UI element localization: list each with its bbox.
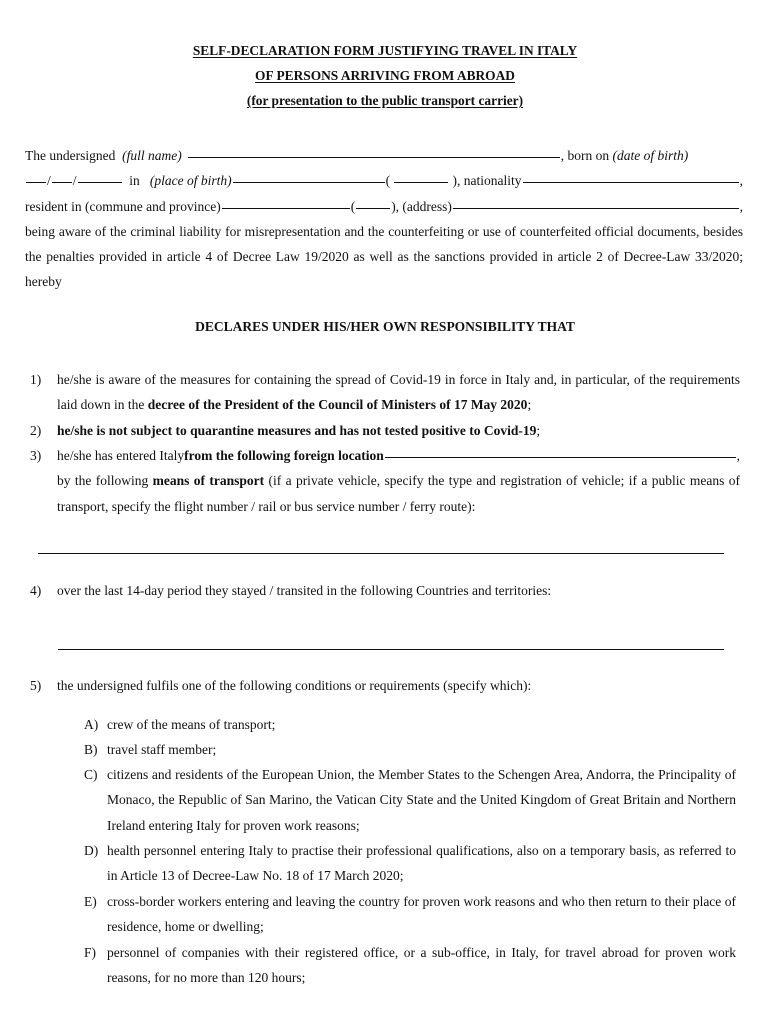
condition-text: health personnel entering Italy to practise their professional qualifications, also on a temporary basis, as referred to in Article 13 of Decree-Law No. 18 of 17 March 2020; bbox=[107, 843, 736, 884]
condition-letter: F) bbox=[84, 945, 97, 960]
condition-letter: E) bbox=[84, 894, 97, 909]
intro-line-birth: / / in (place of birth) ( ), nationality , bbox=[25, 168, 743, 193]
date-of-birth-label: (date of birth) bbox=[612, 148, 689, 163]
title-line-2: OF PERSONS ARRIVING FROM ABROAD bbox=[255, 68, 515, 83]
declaration-heading: DECLARES UNDER HIS/HER OWN RESPONSIBILITY THAT bbox=[195, 319, 575, 334]
condition-text: crew of the means of transport; bbox=[107, 717, 276, 732]
condition-letter: C) bbox=[84, 767, 98, 782]
declaration-item-4 bbox=[30, 578, 740, 603]
place-of-birth-field[interactable] bbox=[233, 168, 385, 183]
nationality-label: ), nationality bbox=[452, 173, 522, 189]
declaration-item-2 bbox=[30, 418, 740, 443]
full-name-field[interactable] bbox=[188, 143, 560, 158]
form-title bbox=[0, 38, 770, 113]
personal-details-section bbox=[25, 143, 743, 295]
address-field[interactable] bbox=[453, 194, 739, 209]
condition-item-b bbox=[84, 737, 736, 762]
condition-item-f bbox=[84, 940, 736, 991]
item-text: he/she is aware of the measures for containing the spread of Covid-19 in force in Italy and, in particular, of the requirements laid down in the decree of the President of the Council of Ministers of 17 May 2020; bbox=[57, 372, 740, 413]
residence-label: resident in (commune and province) bbox=[25, 198, 221, 214]
condition-text: citizens and residents of the European Union, the Member States to the Schengen Area, Andorra, the Principality of Monaco, the Republic of San Marino, the Vatican City State and the United Kingdom of Great Britain and Northern Ireland entering Italy for proven work reasons; bbox=[107, 767, 736, 833]
item-text: over the last 14-day period they stayed / transited in the following Countries and territories: bbox=[57, 583, 552, 598]
condition-item-c bbox=[84, 762, 736, 838]
birth-day-field[interactable] bbox=[26, 168, 46, 183]
birth-month-field[interactable] bbox=[52, 168, 72, 183]
title-line-3: (for presentation to the public transport carrier) bbox=[246, 93, 524, 108]
item-number: 5) bbox=[30, 678, 42, 693]
condition-text: personnel of companies with their registered office, or a sub-office, in Italy, for travel abroad for proven work reasons, for no more than 120 hours; bbox=[107, 945, 736, 986]
declaration-item-1 bbox=[30, 367, 740, 418]
declaration-item-3 bbox=[30, 443, 740, 519]
item-number: 1) bbox=[30, 372, 42, 387]
date-separator: / bbox=[72, 173, 77, 189]
nationality-field[interactable] bbox=[523, 168, 739, 183]
intro-line-name bbox=[25, 143, 743, 168]
item-text: he/she is not subject to quarantine measures and has not tested positive to Covid-19; bbox=[57, 423, 541, 438]
item-number: 4) bbox=[30, 583, 42, 598]
born-on-label: , born on bbox=[560, 148, 610, 163]
condition-item-e bbox=[84, 889, 736, 940]
condition-text: travel staff member; bbox=[107, 742, 217, 757]
item-text: the undersigned fulfils one of the following conditions or requirements (specify which): bbox=[57, 678, 532, 693]
birth-year-field[interactable] bbox=[78, 168, 122, 183]
item-text: he/she has entered Italy from the following foreign location , by the following means of transport (if a private vehicle, specify the type and registration of vehicle; if a public means of transport, specify the flight number / rail or bus service number / ferry route): bbox=[57, 443, 740, 519]
residence-province-field[interactable] bbox=[356, 194, 390, 209]
title-line-1: SELF-DECLARATION FORM JUSTIFYING TRAVEL IN ITALY bbox=[192, 43, 578, 58]
full-name-label: (full name) bbox=[122, 148, 182, 163]
declaration-item-5 bbox=[30, 673, 740, 698]
province-field[interactable] bbox=[394, 168, 448, 183]
condition-item-d bbox=[84, 838, 736, 889]
undersigned-label: The undersigned bbox=[25, 148, 116, 163]
date-separator: / bbox=[47, 173, 51, 189]
transport-details-field[interactable] bbox=[38, 553, 724, 554]
foreign-location-field[interactable] bbox=[385, 443, 736, 458]
countries-visited-field[interactable] bbox=[58, 649, 724, 650]
commune-field[interactable] bbox=[222, 194, 350, 209]
item-number: 3) bbox=[30, 448, 42, 463]
condition-text: cross-border workers entering and leaving the country for proven work reasons and who then return to their place of residence, home or dwelling; bbox=[107, 894, 736, 935]
item-number: 2) bbox=[30, 423, 42, 438]
in-label: in bbox=[129, 173, 140, 189]
place-of-birth-label: (place of birth) bbox=[149, 173, 232, 189]
liability-paragraph: being aware of the criminal liability for misrepresentation and the counterfeiting or use of counterfeited official documents, besides the penalties provided in article 4 of Decree Law 19/2020 as well as the sanctions provided in article 2 of Decree-Law 33/2020; hereby bbox=[25, 223, 743, 290]
address-label: ), (address) bbox=[391, 198, 452, 214]
condition-letter: D) bbox=[84, 843, 99, 858]
condition-letter: A) bbox=[84, 717, 99, 732]
condition-letter: B) bbox=[84, 742, 98, 757]
intro-line-residence: resident in (commune and province) ( ), (address) , bbox=[25, 194, 743, 219]
condition-item-a bbox=[84, 712, 736, 737]
